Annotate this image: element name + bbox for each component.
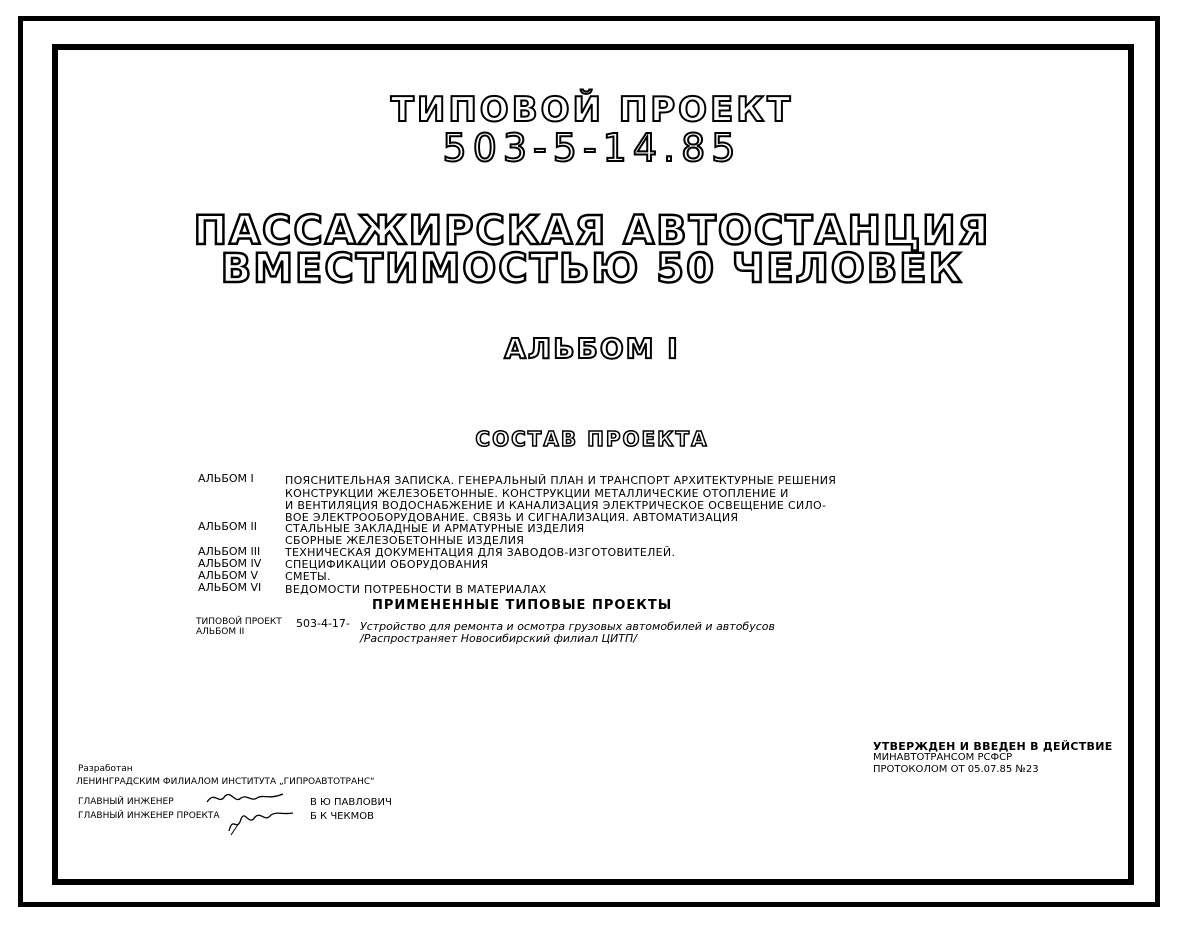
album-2-label: АЛЬБОМ II <box>198 520 258 533</box>
chief-engineer-name: В Ю ПАВЛОВИЧ <box>310 797 392 808</box>
chief-project-engineer-name: Б К ЧЕКМОВ <box>310 811 374 822</box>
developer-line-1: Разработан <box>78 764 133 774</box>
applied-ref-label-1: ТИПОВОЙ ПРОЕКТ <box>196 617 282 627</box>
approval-line-3: ПРОТОКОЛОМ ОТ 05.07.85 №23 <box>873 764 1039 775</box>
album-6-label: АЛЬБОМ VI <box>198 581 262 594</box>
chief-engineer-role: ГЛАВНЫЙ ИНЖЕНЕР <box>78 797 174 807</box>
album-2-line-2: СБОРНЫЕ ЖЕЛЕЗОБЕТОННЫЕ ИЗДЕЛИЯ <box>285 534 525 547</box>
album-title: АЛЬБОМ I <box>504 332 680 365</box>
applied-ref-label-2: АЛЬБОМ II <box>196 627 245 637</box>
album-1-label: АЛЬБОМ I <box>198 472 254 485</box>
applied-ref-text-1: Устройство для ремонта и осмотра грузовых автомобилей и автобусов <box>360 620 775 633</box>
title-line-2: ВМЕСТИМОСТЬЮ 50 ЧЕЛОВЕК <box>220 246 964 292</box>
approval-line-2: МИНАВТОТРАНСОМ РСФСР <box>873 752 1013 763</box>
album-5-line-1: СМЕТЫ. <box>285 570 331 583</box>
album-6-line-1: ВЕДОМОСТИ ПОТРЕБНОСТИ В МАТЕРИАЛАХ <box>285 583 547 596</box>
project-number: 503-5-14.85 <box>442 126 742 170</box>
album-5-label: АЛЬБОМ V <box>198 569 259 582</box>
album-1-line-1: ПОЯСНИТЕЛЬНАЯ ЗАПИСКА. ГЕНЕРАЛЬНЫЙ ПЛАН И ТРАНСПОРТ АРХИТЕКТУРНЫЕ РЕШЕНИЯ <box>285 474 837 487</box>
album-3-label: АЛЬБОМ III <box>198 545 261 558</box>
applied-ref-number: 503-4-17- <box>296 617 350 630</box>
chief-project-engineer-role: ГЛАВНЫЙ ИНЖЕНЕР ПРОЕКТА <box>78 811 220 821</box>
applied-projects-heading: ПРИМЕНЕННЫЕ ТИПОВЫЕ ПРОЕКТЫ <box>372 598 673 613</box>
album-4-line-1: СПЕЦИФИКАЦИИ ОБОРУДОВАНИЯ <box>285 558 489 571</box>
title-line-1: ПАССАЖИРСКАЯ АВТОСТАНЦИЯ <box>193 208 991 254</box>
applied-ref-text-2: /Распространяет Новосибирский филиал ЦИТП/ <box>360 632 637 645</box>
album-4-label: АЛЬБОМ IV <box>198 557 262 570</box>
album-1-line-2: КОНСТРУКЦИИ ЖЕЛЕЗОБЕТОННЫЕ. КОНСТРУКЦИИ МЕТАЛЛИЧЕСКИЕ ОТОПЛЕНИЕ И <box>285 487 789 500</box>
project-type-heading: ТИПОВОЙ ПРОЕКТ <box>390 90 794 130</box>
signature-2-icon <box>225 805 295 837</box>
approval-line-1: УТВЕРЖДЕН И ВВЕДЕН В ДЕЙСТВИЕ <box>873 740 1113 753</box>
composition-heading: СОСТАВ ПРОЕКТА <box>475 427 709 451</box>
album-1-line-3: И ВЕНТИЛЯЦИЯ ВОДОСНАБЖЕНИЕ И КАНАЛИЗАЦИЯ ЭЛЕКТРИЧЕСКОЕ ОСВЕЩЕНИЕ СИЛО- <box>285 499 827 512</box>
album-1-line-4: ВОЕ ЭЛЕКТРООБОРУДОВАНИЕ. СВЯЗЬ И СИГНАЛИЗАЦИЯ. АВТОМАТИЗАЦИЯ <box>285 511 739 524</box>
album-2-line-1: СТАЛЬНЫЕ ЗАКЛАДНЫЕ И АРМАТУРНЫЕ ИЗДЕЛИЯ <box>285 522 585 535</box>
album-3-line-1: ТЕХНИЧЕСКАЯ ДОКУМЕНТАЦИЯ ДЛЯ ЗАВОДОВ-ИЗГОТОВИТЕЛЕЙ. <box>285 546 676 559</box>
developer-line-2: ЛЕНИНГРАДСКИМ ФИЛИАЛОМ ИНСТИТУТА „ГИПРОАВТОТРАНС" <box>76 777 375 787</box>
